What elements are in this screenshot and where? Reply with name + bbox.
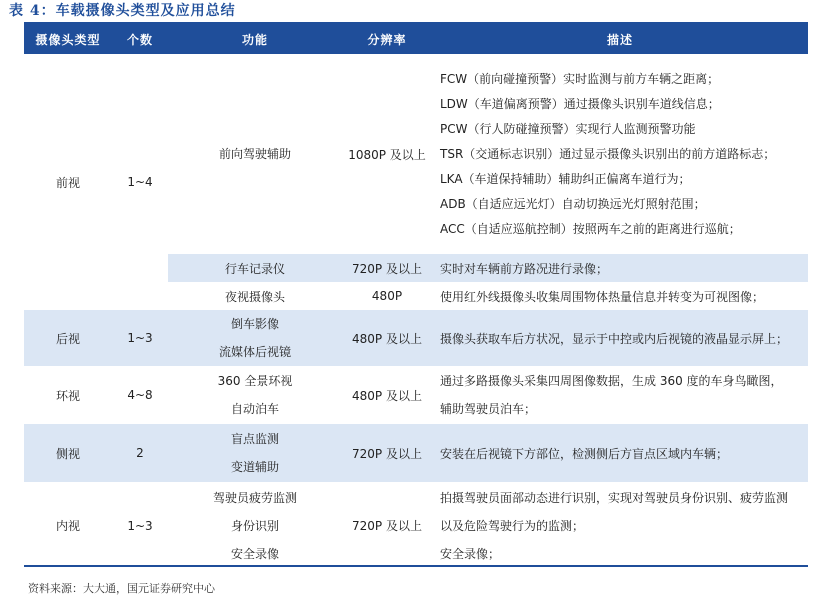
resolution-cell: 720P 及以上 bbox=[342, 424, 432, 482]
function-cell: 夜视摄像头 bbox=[224, 289, 285, 304]
function-text: 驾驶员疲劳监测 bbox=[212, 490, 297, 505]
function-text: 安全录像 bbox=[230, 546, 279, 561]
table-row bbox=[24, 482, 808, 569]
function-cell bbox=[168, 366, 342, 424]
resolution-cell: 480P bbox=[371, 289, 403, 303]
camera-type-cell: 环视 bbox=[55, 388, 80, 403]
resolution-cell: 720P 及以上 bbox=[342, 254, 432, 282]
count-cell: 1~3 bbox=[112, 310, 168, 366]
camera-type-cell: 内视 bbox=[55, 519, 80, 533]
description-cell: 实时对车辆前方路况进行录像； bbox=[432, 254, 808, 282]
table-row bbox=[24, 424, 808, 482]
table-header-row bbox=[24, 24, 808, 54]
camera-type-cell: 前视 bbox=[55, 175, 80, 190]
header-count: 个数 bbox=[112, 24, 168, 54]
resolution-cell: 480P 及以上 bbox=[352, 388, 422, 403]
count-cell: 1~4 bbox=[127, 175, 153, 189]
description-cell: 摄像头获取车后方状况，显示于中控或内后视镜的液晶显示屏上； bbox=[432, 310, 808, 366]
count-cell: 4~8 bbox=[127, 388, 153, 402]
description-line: 安全录像； bbox=[440, 546, 501, 561]
table-row bbox=[24, 310, 808, 366]
table-row bbox=[24, 366, 808, 424]
table-row bbox=[24, 54, 808, 254]
header-resolution: 分辨率 bbox=[342, 24, 432, 54]
function-text: 倒车影像 bbox=[230, 317, 279, 331]
description-line: 拍摄驾驶员面部动态进行识别，实现对驾驶员身份识别、疲劳监测 bbox=[440, 490, 789, 505]
description-line: 通过多路摄像头采集四周图像数据，生成 360 度的车身鸟瞰图， bbox=[440, 374, 783, 388]
function-cell bbox=[168, 310, 342, 366]
function-cell bbox=[168, 54, 342, 254]
source-note: 资料来源：大大通，国元证券研究中心 bbox=[28, 582, 215, 595]
count-cell: 1~3 bbox=[127, 518, 153, 533]
description-line: FCW（前向碰撞预警）实时监测与前方车辆之距离； bbox=[440, 71, 720, 86]
function-text: 变道辅助 bbox=[230, 460, 279, 474]
description-line: ADB（自适应远光灯）自动切换远光灯照射范围； bbox=[440, 196, 706, 211]
description-line: ACC（自适应巡航控制）按照两车之前的距离进行巡航； bbox=[440, 221, 741, 236]
function-text: 身份识别 bbox=[230, 518, 279, 533]
description-line: PCW（行人防碰撞预警）实现行人监测预警功能 bbox=[440, 121, 696, 136]
description-line: 辅助驾驶员泊车； bbox=[440, 402, 537, 416]
description-cell bbox=[432, 482, 808, 569]
function-text: 盲点监测 bbox=[230, 432, 279, 446]
header-description: 描述 bbox=[432, 24, 808, 54]
function-text: 前向驾驶辅助 bbox=[218, 146, 291, 161]
camera-summary-table bbox=[24, 24, 808, 569]
description-cell bbox=[432, 366, 808, 424]
description-cell bbox=[432, 54, 808, 254]
camera-type-cell: 后视 bbox=[24, 310, 112, 366]
table-title: 表 4：车载摄像头类型及应用总结 bbox=[9, 3, 236, 19]
description-line: LDW（车道偏离预警）通过摄像头识别车道线信息； bbox=[440, 96, 720, 111]
function-cell bbox=[168, 482, 342, 569]
count-cell: 2 bbox=[112, 424, 168, 482]
header-function: 功能 bbox=[168, 24, 342, 54]
function-text: 自动泊车 bbox=[230, 402, 279, 416]
description-cell: 使用红外线摄像头收集周围物体热量信息并转变为可视图像； bbox=[440, 289, 765, 304]
function-text: 流媒体后视镜 bbox=[218, 345, 291, 359]
description-cell: 安装在后视镜下方部位，检测侧后方盲点区域内车辆； bbox=[432, 424, 808, 482]
bottom-rule bbox=[24, 565, 808, 567]
resolution-cell: 480P 及以上 bbox=[342, 310, 432, 366]
function-text: 360 全景环视 bbox=[217, 374, 293, 388]
resolution-cell: 1080P 及以上 bbox=[348, 147, 426, 162]
camera-type-cell: 侧视 bbox=[24, 424, 112, 482]
header-camera-type: 摄像头类型 bbox=[24, 24, 112, 54]
description-line: TSR（交通标志识别）通过显示摄像头识别出的前方道路标志； bbox=[440, 146, 776, 161]
function-cell bbox=[168, 424, 342, 482]
function-cell: 行车记录仪 bbox=[168, 254, 342, 282]
description-line: 以及危险驾驶行为的监测； bbox=[440, 518, 585, 533]
description-line: LKA（车道保持辅助）辅助纠正偏离车道行为； bbox=[440, 171, 691, 186]
resolution-cell: 720P 及以上 bbox=[352, 519, 422, 533]
